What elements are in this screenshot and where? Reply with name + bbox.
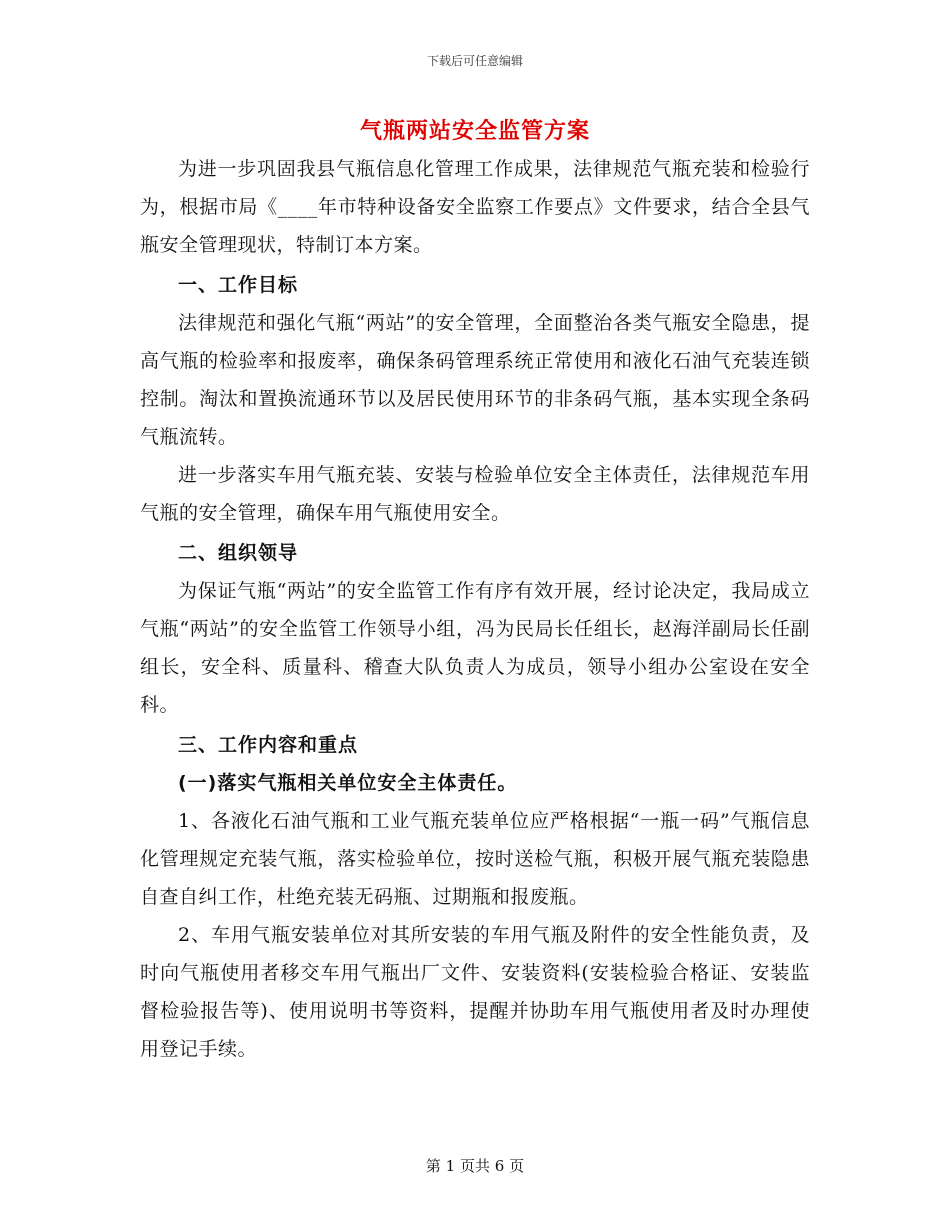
document-body (140, 150, 810, 1068)
content-paragraph-1: 1、各液化石油气瓶和工业气瓶充装单位应严格根据“一瓶一码”气瓶信息化管理规定充装气瓶，落实检验单位，按时送检气瓶，积极开展气瓶充装隐患自查自纠工作，杜绝充装无码瓶、过期瓶和报废瓶。 (140, 810, 810, 908)
page-number-footer: 第 1 页共 6 页 (425, 1157, 525, 1175)
content-paragraph-2: 2、车用气瓶安装单位对其所安装的车用气瓶及附件的安全性能负责，及时向气瓶使用者移交车用气瓶出厂文件、安装资料(安装检验合格证、安装监督检验报告等)、使用说明书等资料，提醒并协助车用气瓶使用者及时办理使用登记手续。 (140, 924, 810, 1060)
leadership-paragraph: 为保证气瓶“两站”的安全监管工作有序有效开展，经讨论决定，我局成立气瓶“两站”的安全监管工作领导小组，冯为民局长任组长，赵海洋副局长任副组长，安全科、质量科、稽查大队负责人为成员，领导小组办公室设在安全科。 (140, 580, 810, 716)
section-heading-leadership: 二、组织领导 (178, 542, 299, 564)
goals-paragraph-2: 进一步落实车用气瓶充装、安装与检验单位安全主体责任，法律规范车用气瓶的安全管理，确保车用气瓶使用安全。 (140, 464, 810, 524)
subsection-heading-responsibility: (一)落实气瓶相关单位安全主体责任。 (178, 772, 518, 794)
document-title: 气瓶两站安全监管方案 (359, 118, 590, 144)
intro-paragraph: 为进一步巩固我县气瓶信息化管理工作成果，法律规范气瓶充装和检验行为，根据市局《____年市特种设备安全监察工作要点》文件要求，结合全县气瓶安全管理现状，特制订本方案。 (140, 158, 810, 256)
section-heading-goals: 一、工作目标 (178, 274, 299, 296)
goals-paragraph-1: 法律规范和强化气瓶“两站”的安全管理，全面整治各类气瓶安全隐患，提高气瓶的检验率和报废率，确保条码管理系统正常使用和液化石油气充装连锁控制。淘汰和置换流通环节以及居民使用环节的非条码气瓶，基本实现全条码气瓶流转。 (140, 312, 810, 448)
page-header-note: 下载后可任意编辑 (426, 54, 523, 68)
section-heading-content: 三、工作内容和重点 (178, 734, 359, 756)
